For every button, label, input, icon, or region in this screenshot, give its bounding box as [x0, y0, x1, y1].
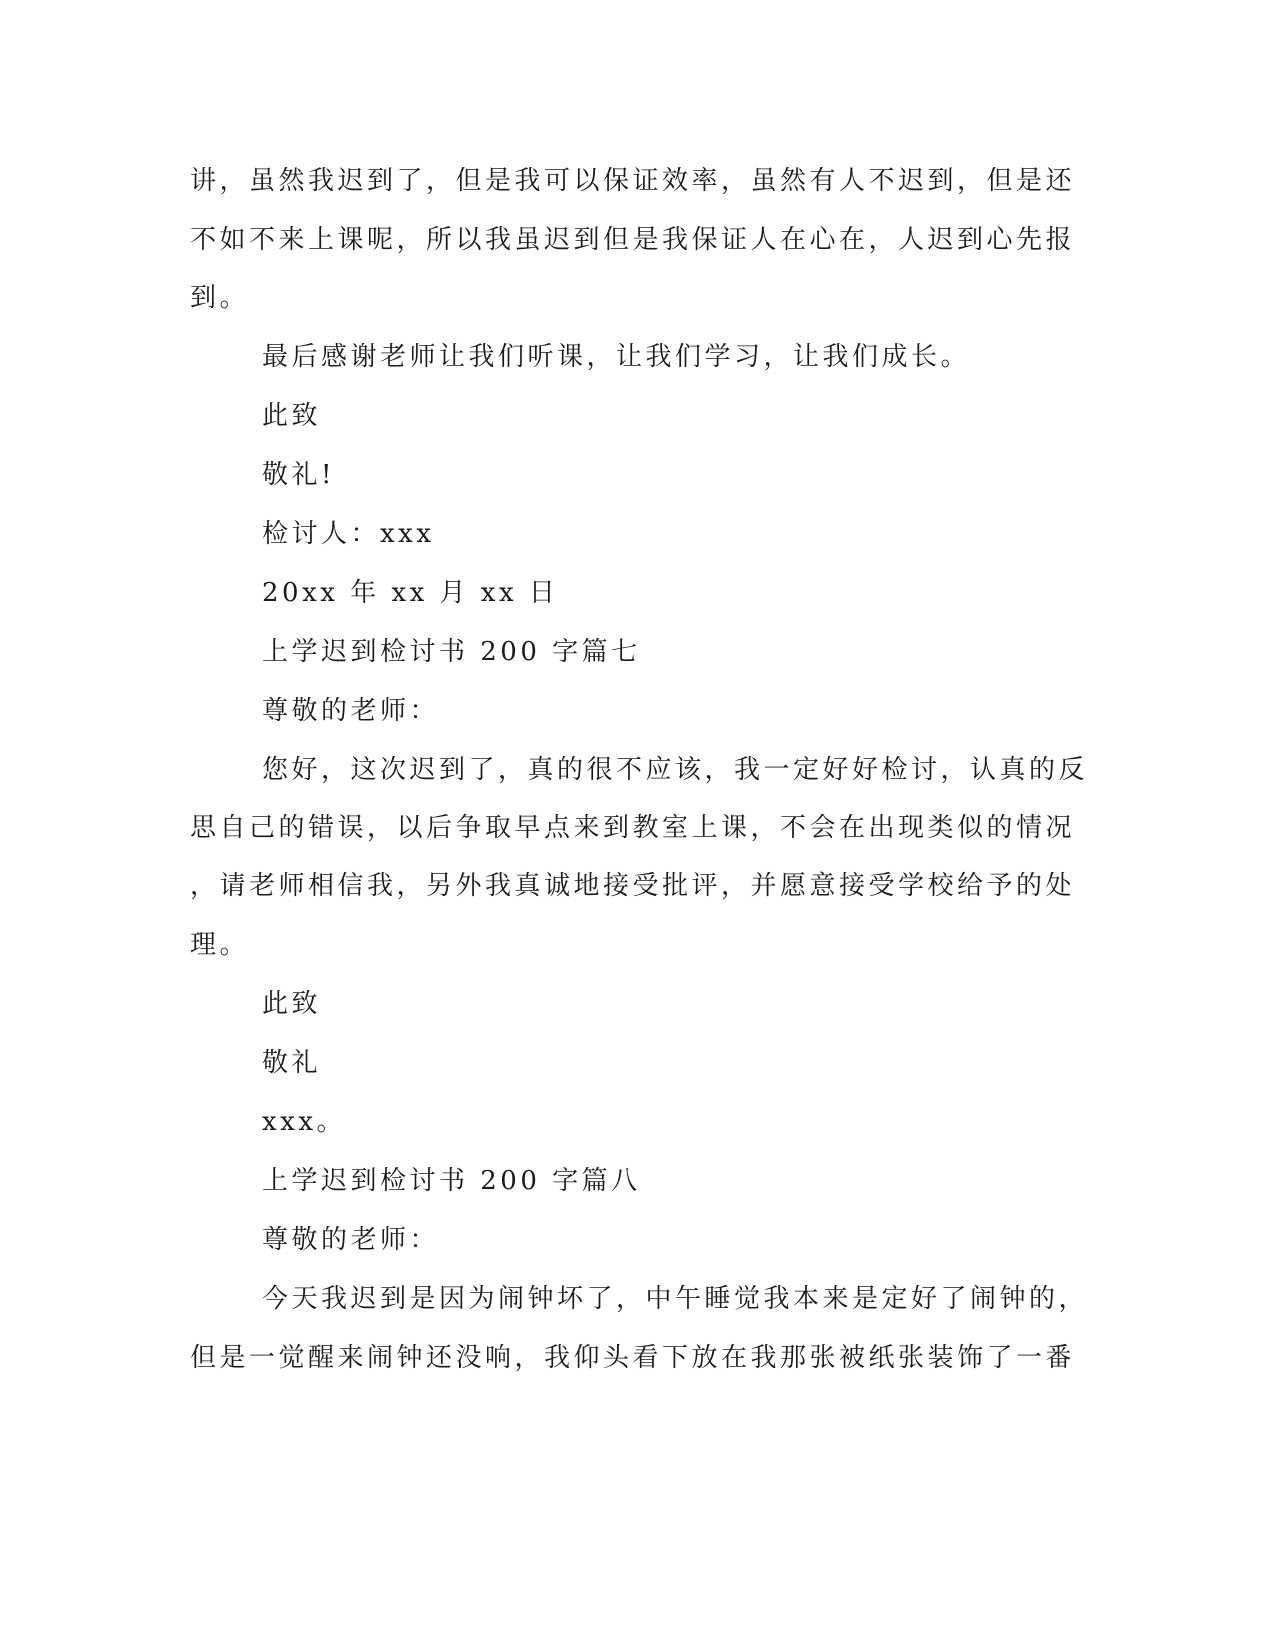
closing-regards: 敬礼!	[262, 460, 335, 490]
greeting-line: 尊敬的老师：	[262, 696, 440, 726]
date-line: 20xx 年 xx 月 xx 日	[262, 578, 559, 608]
signature-line: 检讨人：xxx	[262, 519, 435, 549]
body-text-line: 今天我迟到是因为闹钟坏了，中午睡觉我本来是定好了闹钟的，	[262, 1284, 1089, 1314]
body-text-line: 理。	[190, 930, 250, 960]
body-text-line: 不如不来上课呢，所以我虽迟到但是我保证人在心在，人迟到心先报	[190, 225, 1076, 255]
signature-line: xxx。	[262, 1107, 346, 1137]
body-text-line: 最后感谢老师让我们听课，让我们学习，让我们成长。	[262, 342, 971, 372]
closing-regards: 敬礼	[262, 1048, 322, 1078]
section-heading: 上学迟到检讨书 200 字篇八	[262, 1166, 641, 1196]
greeting-line: 尊敬的老师：	[262, 1225, 440, 1255]
body-text-line: 讲，虽然我迟到了，但是我可以保证效率，虽然有人不迟到，但是还	[190, 166, 1076, 196]
body-text-line: ，请老师相信我，另外我真诚地接受批评，并愿意接受学校给予的处	[190, 871, 1076, 901]
closing-salutation: 此致	[262, 989, 322, 1019]
body-text-line: 到。	[190, 283, 250, 313]
closing-salutation: 此致	[262, 401, 322, 431]
body-text-line: 但是一觉醒来闹钟还没响，我仰头看下放在我那张被纸张装饰了一番	[190, 1343, 1076, 1373]
body-text-line: 思自己的错误，以后争取早点来到教室上课，不会在出现类似的情况	[190, 813, 1076, 843]
body-text-line: 您好，这次迟到了，真的很不应该，我一定好好检讨，认真的反	[262, 755, 1089, 785]
section-heading: 上学迟到检讨书 200 字篇七	[262, 637, 641, 667]
